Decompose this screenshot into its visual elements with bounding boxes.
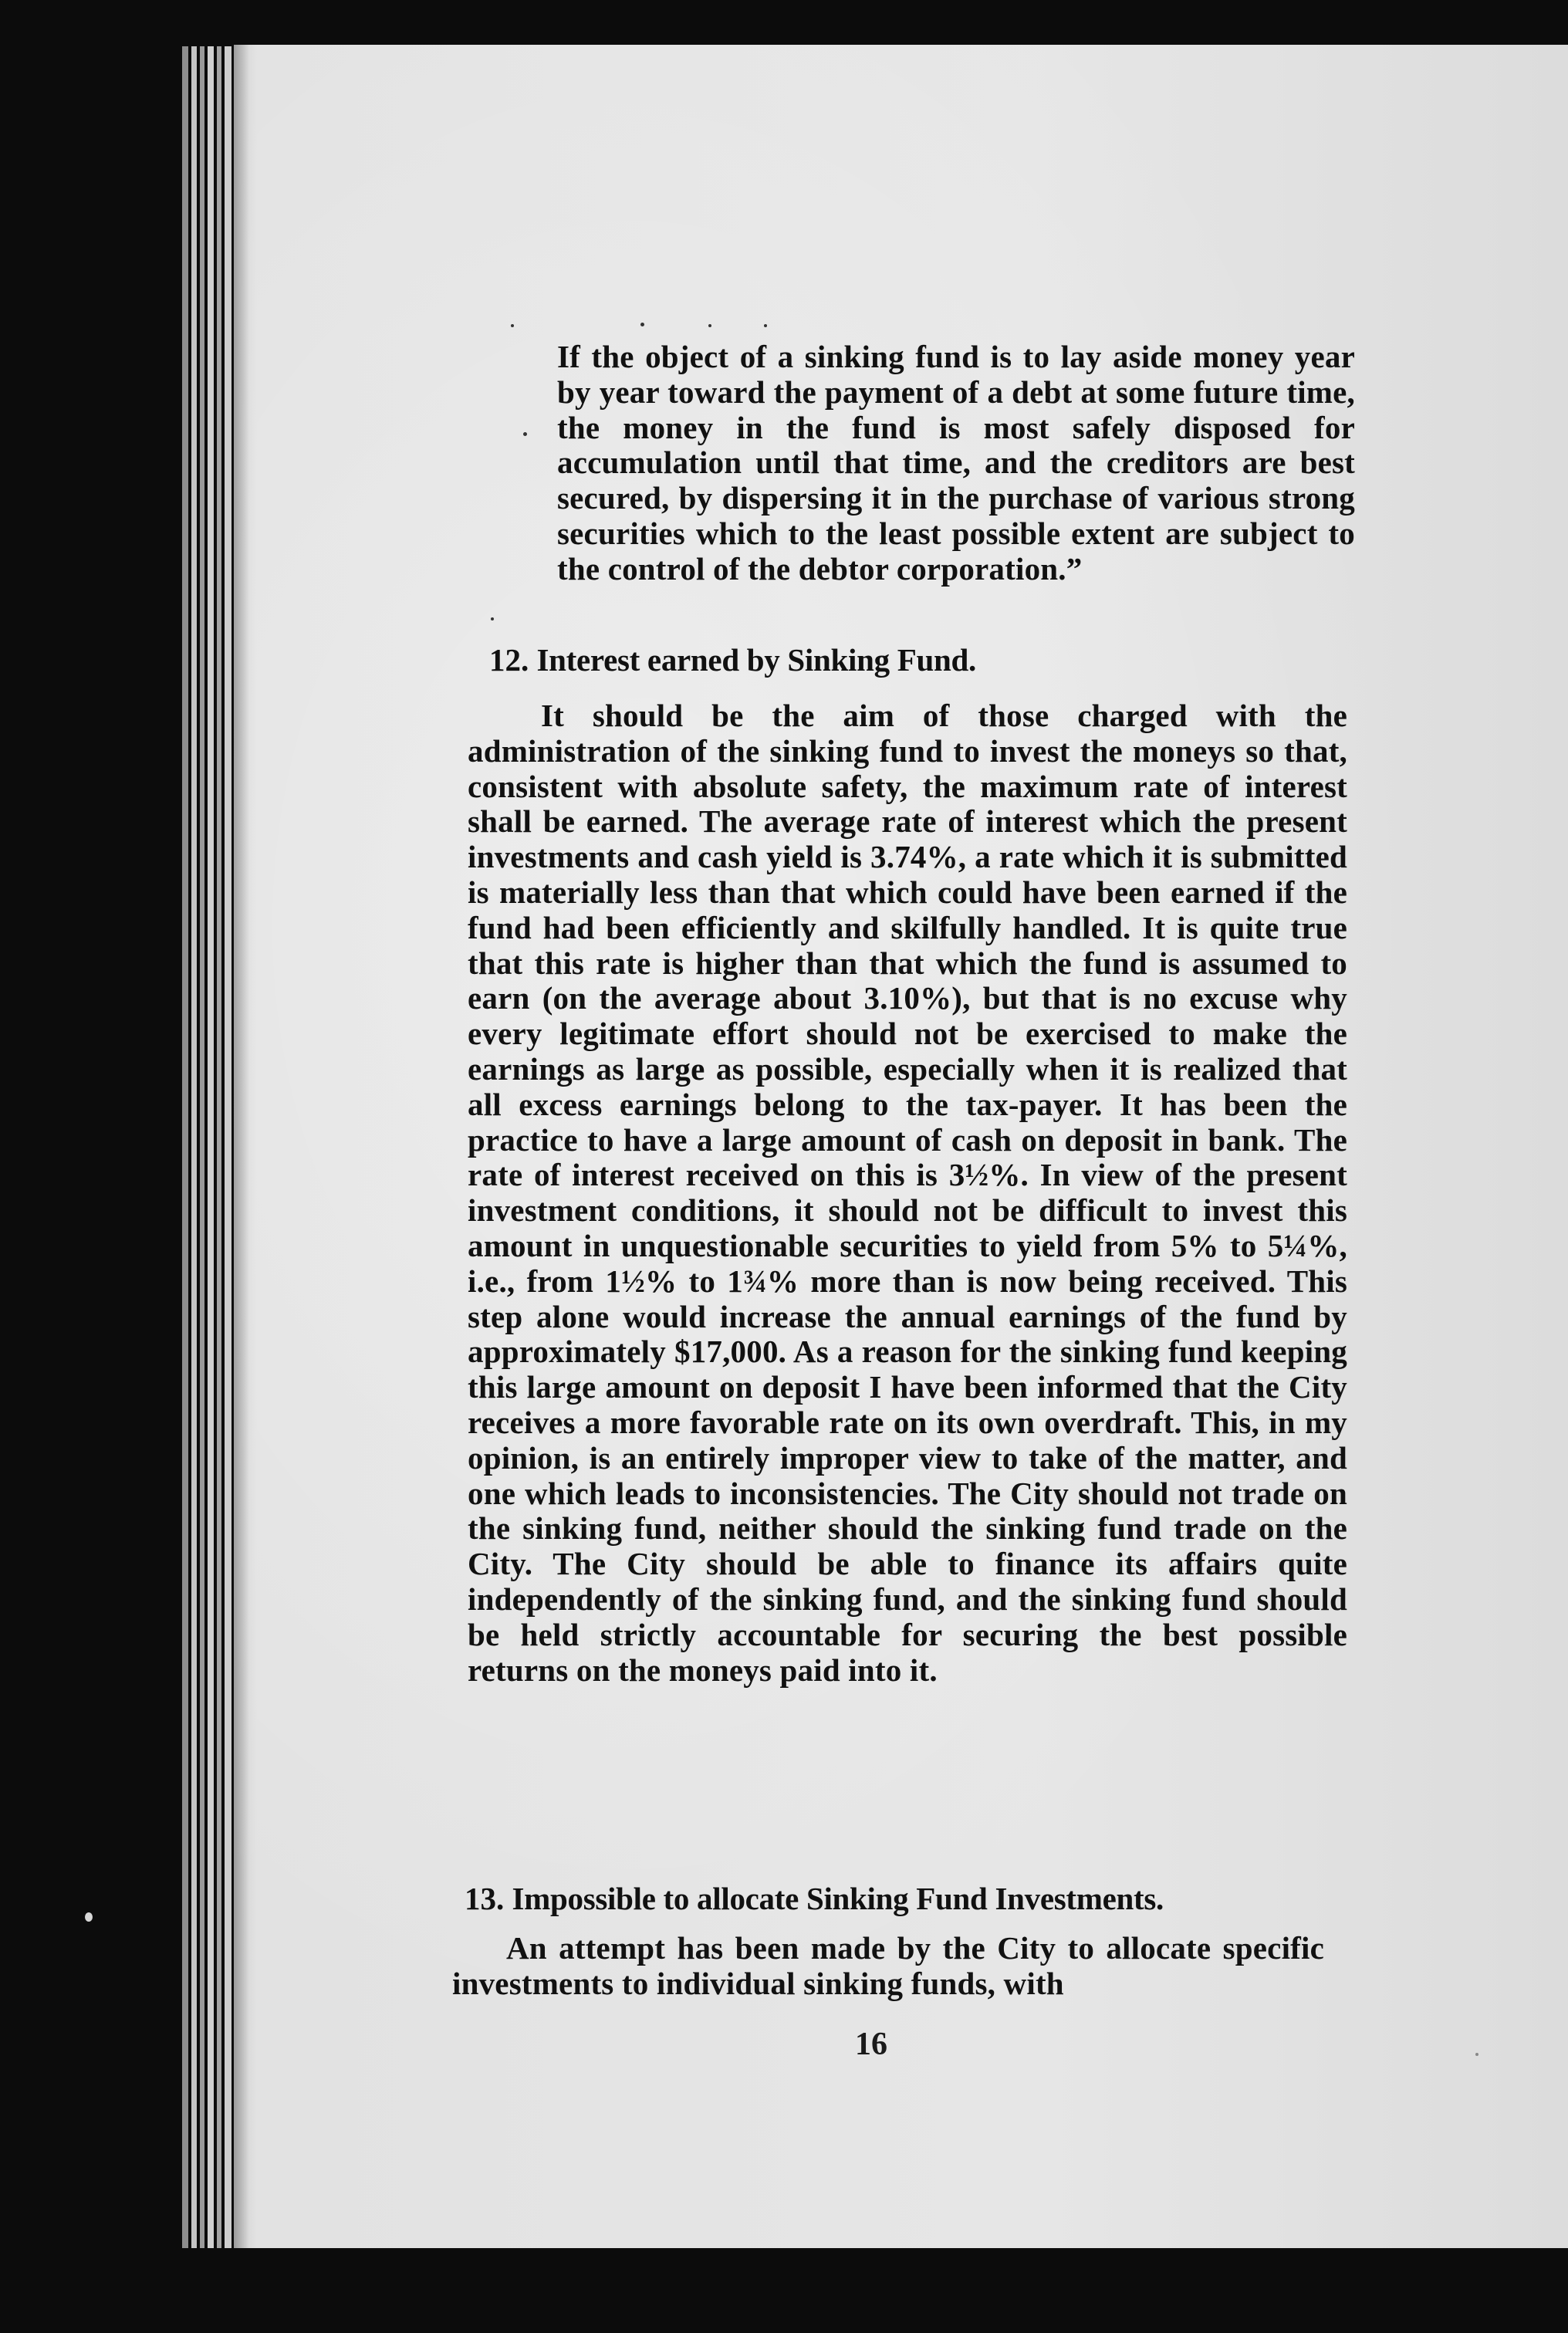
page-edge: [217, 46, 221, 2248]
page-edge: [200, 46, 204, 2248]
page-number: 16: [855, 2027, 887, 2062]
section-12-body: It should be the aim of those charged with the administration of the sinking fund to invest the moneys so that, consistent with absolute safety, the maximum rate of interest shall be earned. The average rate of interest which the present investments and cash yield is 3.74%, a rate which it is submitted is materially less than that which could have been earned if the fund had been efficiently and skilfully handled. It is quite true that this rate is higher than that which the fund is assumed to earn (on the average about 3.10%), but that is no excuse why every legitimate effort should not be exercised to make the earnings as large as possible, especially when it is realized that all excess earnings belong to the tax-payer. It has been the practice to have a large amount of cash on deposit in bank. The rate of interest received on this is 3½%. In view of the present investment conditions, it should not be difficult to invest this amount in unquestionable securities to yield from 5% to 5¼%, i.e., from 1½% to 1¾% more than is now being received. This step alone would increase the annual earnings of the fund by approximately $17,000. As a reason for the sinking fund keeping this large amount on deposit I have been informed that the City receives a more favorable rate on its own overdraft. This, in my opinion, is an entirely improper view to take of the matter, and one which leads to inconsistencies. The City should not trade on the sinking fund, neither should the sinking fund trade on the City. The City should be able to finance its affairs quite independently of the sinking fund, and the sinking fund should be held strictly accountable for securing the best possible returns on the moneys paid into it.: [468, 698, 1347, 1688]
section-13-number: 13.: [465, 1881, 505, 1916]
section-13-heading: [465, 1881, 1164, 1916]
page-edge: [225, 46, 231, 2248]
section-12-number: 12.: [489, 642, 529, 678]
page-edge: [208, 46, 214, 2248]
section-13-body: An attempt has been made by the City to allocate specific investments to individual sinking funds, with: [452, 1930, 1324, 2001]
page-edge: [191, 46, 197, 2248]
page-gutter-shadow: [234, 45, 249, 2248]
section-12-heading: [489, 642, 976, 678]
section-12-title: Interest earned by Sinking Fund.: [536, 642, 976, 678]
quoted-passage: If the object of a sinking fund is to lay aside money year by year toward the payment of a debt at some future time, the money in the fund is most safely disposed for accumulation until that time, and the creditors are best secured, by dispersing it in the purchase of various strong securities which to the least possible extent are subject to the control of the debtor corporation.”: [557, 339, 1355, 587]
section-13-title: Impossible to allocate Sinking Fund Investments.: [512, 1881, 1164, 1916]
page-edge: [182, 46, 188, 2248]
